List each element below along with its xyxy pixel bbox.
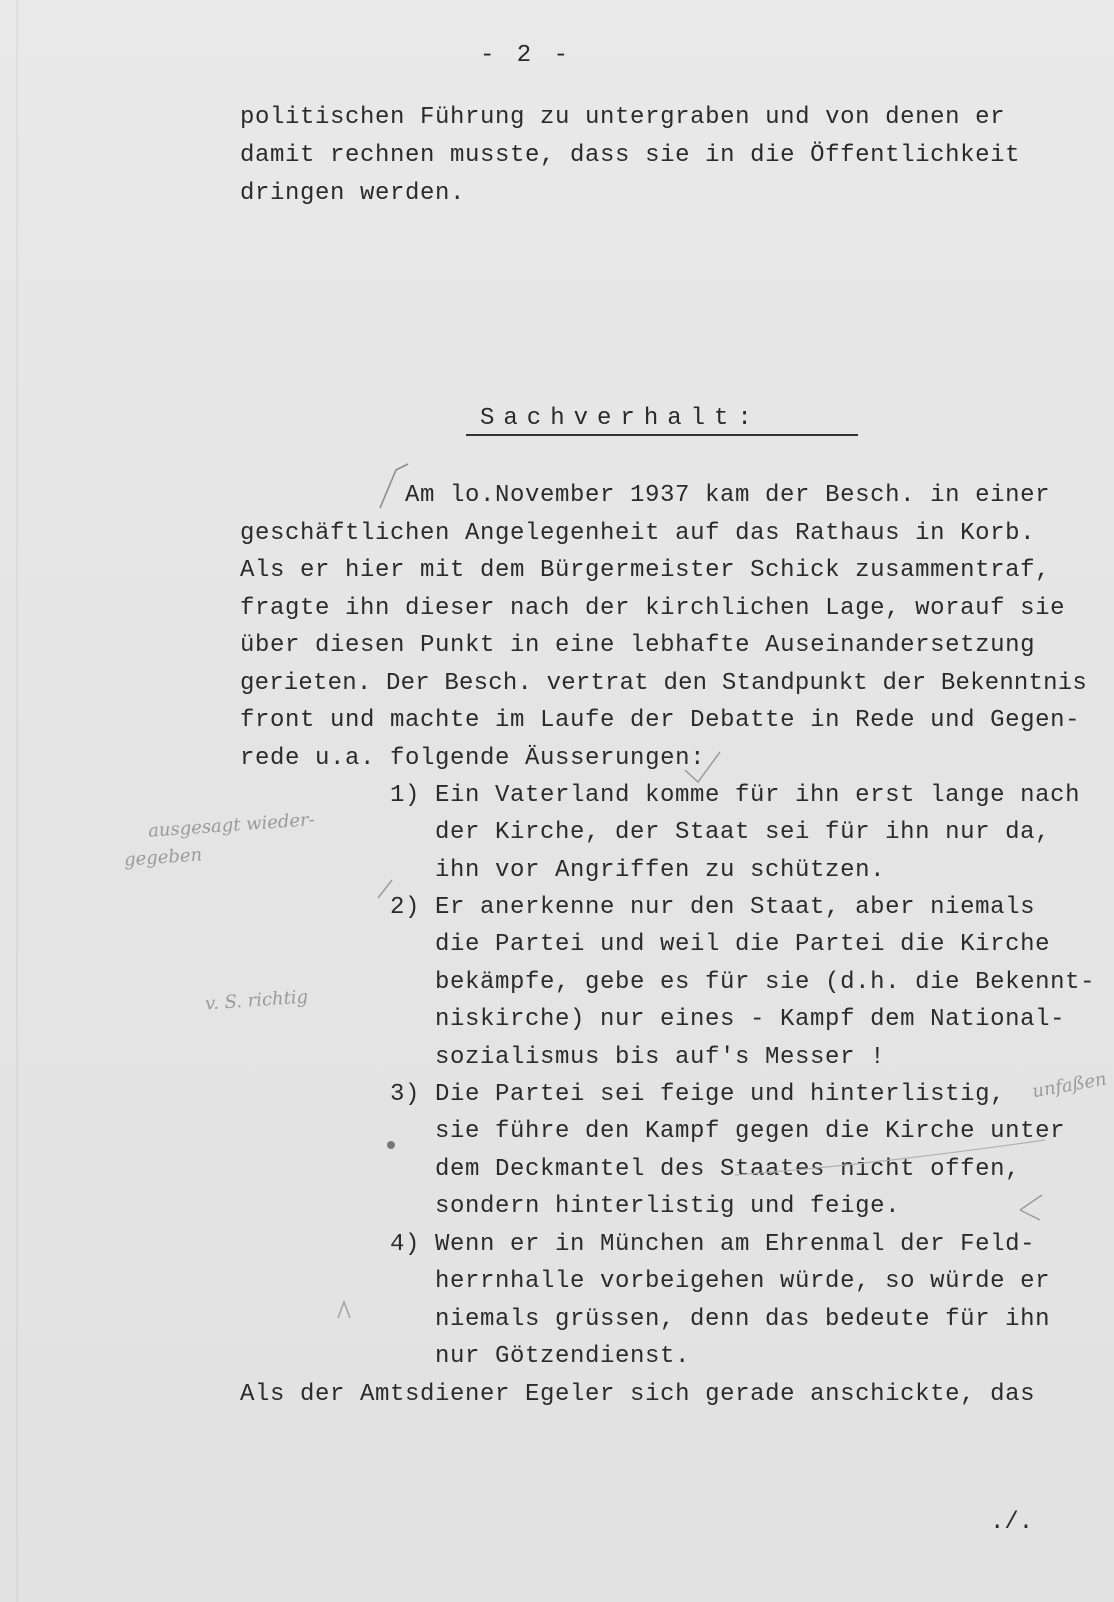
paper-fold-shadow	[16, 0, 19, 1602]
body-line-4: fragte ihn dieser nach der kirchlichen Lage, worauf sie	[240, 595, 1066, 622]
list-item-4-line-1: Wenn er in München am Ehrenmal der Feld-	[435, 1231, 1036, 1258]
body-line-6: gerieten. Der Besch. vertrat den Standpunkt der Bekenntnis	[240, 670, 1087, 697]
list-item-1-line-3: ihn vor Angriffen zu schützen.	[435, 857, 886, 884]
body-line-7: front und machte im Laufe der Debatte in Rede und Gegen-	[240, 707, 1081, 734]
list-item-1-line-2: der Kirche, der Staat sei für ihn nur da,	[435, 819, 1051, 846]
list-number-3: 3)	[390, 1081, 421, 1108]
body-line-3: Als er hier mit dem Bürgermeister Schick zusammentraf,	[240, 557, 1051, 584]
page-number: - 2 -	[480, 42, 573, 69]
closing-line: Als der Amtsdiener Egeler sich gerade anschickte, das	[240, 1381, 1036, 1408]
section-heading: Sachverhalt:	[480, 405, 761, 432]
body-line-5: über diesen Punkt in eine lebhafte Auseinandersetzung	[240, 632, 1036, 659]
pencil-note-2: gegeben	[123, 844, 203, 871]
list-number-4: 4)	[390, 1231, 421, 1258]
list-item-2-line-2: die Partei und weil die Partei die Kirche	[435, 931, 1051, 958]
pencil-caret-icon	[338, 1302, 350, 1318]
list-number-1: 1)	[390, 782, 421, 809]
ink-dot-icon	[387, 1141, 395, 1149]
pencil-arrow-icon	[1020, 1195, 1042, 1220]
list-number-2: 2)	[390, 894, 421, 921]
list-item-4-line-2: herrnhalle vorbeigehen würde, so würde er	[435, 1268, 1051, 1295]
list-item-4-line-4: nur Götzendienst.	[435, 1343, 691, 1370]
body-line-1: Am lo.November 1937 kam der Besch. in einer	[405, 482, 1051, 509]
list-item-3-line-1: Die Partei sei feige und hinterlistig,	[435, 1081, 1006, 1108]
body-line-8: rede u.a. folgende Äusserungen:	[240, 745, 706, 772]
list-item-3-line-3: dem Deckmantel des Staates nicht offen,	[435, 1156, 1021, 1183]
intro-line-3: dringen werden.	[240, 180, 466, 207]
list-item-3-line-4: sondern hinterlistig und feige.	[435, 1193, 901, 1220]
list-item-2-line-1: Er anerkenne nur den Staat, aber niemals	[435, 894, 1036, 921]
list-item-2-line-3: bekämpfe, gebe es für sie (d.h. die Bekennt-	[435, 969, 1096, 996]
intro-line-2: damit rechnen musste, dass sie in die Öffentlichkeit	[240, 142, 1021, 169]
body-line-2: geschäftlichen Angelegenheit auf das Rathaus in Korb.	[240, 520, 1036, 547]
list-item-2-line-4: niskirche) nur eines - Kampf dem National-	[435, 1006, 1066, 1033]
list-item-1-line-1: Ein Vaterland komme für ihn erst lange nach	[435, 782, 1081, 809]
pencil-check-mark-body	[380, 464, 408, 508]
list-item-3-line-2: sie führe den Kampf gegen die Kirche unter	[435, 1118, 1066, 1145]
heading-underline	[466, 434, 858, 436]
list-item-2-line-5: sozialismus bis auf's Messer !	[435, 1044, 886, 1071]
continuation-mark: ./.	[990, 1509, 1034, 1536]
pencil-note-1: ausgesagt wieder-	[147, 809, 316, 842]
pencil-note-4: unfaßen	[1030, 1068, 1109, 1103]
intro-line-1: politischen Führung zu untergraben und von denen er	[240, 104, 1006, 131]
pencil-note-3: v. S. richtig	[204, 986, 309, 1015]
list-item-4-line-3: niemals grüssen, denn das bedeute für ihn	[435, 1306, 1051, 1333]
